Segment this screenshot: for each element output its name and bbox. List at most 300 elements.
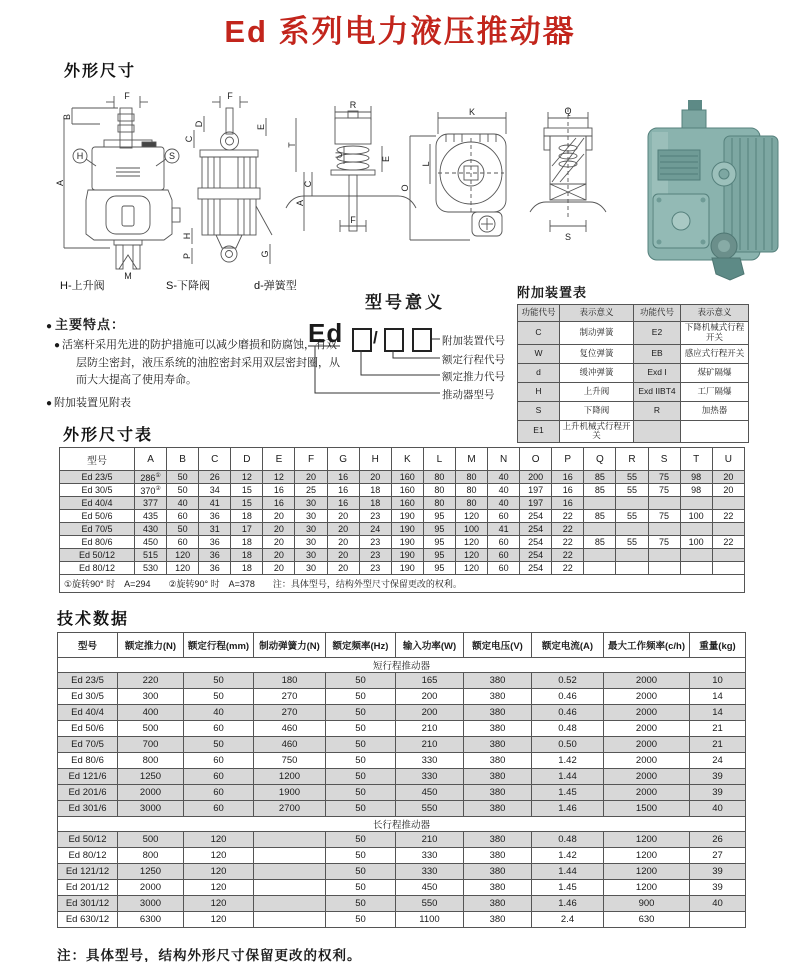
tech-value-cell [254,848,326,864]
function-code-cell: W [518,344,560,363]
tech-value-cell: 380 [464,912,532,928]
tech-value-cell: 1100 [396,912,464,928]
tech-value-cell: 1250 [118,769,184,785]
dimension-value-cell: 160 [391,471,423,484]
tech-value-cell: 0.50 [532,737,604,753]
model-cell: Ed 630/12 [58,912,118,928]
tech-value-cell: 60 [184,721,254,737]
model-cell: Ed 301/6 [58,801,118,817]
tech-value-cell: 40 [184,705,254,721]
tech-value-cell: 165 [396,673,464,689]
dimension-value-cell: 22 [552,510,584,523]
page-title: Ed 系列电力液压推动器 [224,14,576,49]
dims-header-row [60,448,745,471]
dims-header-cell: A [135,448,167,471]
tech-value-cell: 380 [464,737,532,753]
dimension-drawings [30,88,630,293]
dimension-value-cell [680,549,712,562]
dimension-value-cell: 254 [520,549,552,562]
bullet-icon: ● [46,397,53,409]
dimension-value-cell: 15 [231,497,263,510]
dimension-value-cell: 36 [199,549,231,562]
dimension-value-cell: 80 [423,471,455,484]
tech-value-cell: 24 [690,753,746,769]
dimension-value-cell: 120 [455,536,487,549]
model-cell: Ed 50/12 [60,549,135,562]
dimension-value-cell: 190 [391,536,423,549]
dimension-value-cell: 30 [295,497,327,510]
tech-value-cell [690,912,746,928]
model-meaning-item: 额定推力代号 [442,371,505,383]
model-meaning-heading: 型号意义 [365,293,445,312]
tech-header-cell: 重量(kg) [690,633,746,658]
meaning-cell: 加热器 [681,401,749,420]
accessory-table-title: 附加装置表 [517,285,588,300]
dimension-value-cell: 120 [167,549,199,562]
tech-value-cell: 27 [690,848,746,864]
tech-value-cell: 120 [184,832,254,848]
dimension-value-cell [616,549,648,562]
dimension-value-cell: 120 [455,549,487,562]
tech-value-cell: 380 [464,848,532,864]
dimension-value-cell: 120 [455,562,487,575]
dim-label: L [421,161,431,167]
tech-value-cell: 50 [326,801,396,817]
dimension-value-cell: 95 [423,536,455,549]
dimension-value-cell: 80 [423,484,455,497]
accessory-header-cell: 表示意义 [560,305,634,322]
dims-header-cell: 型号 [60,448,135,471]
dim-label: O [400,184,410,192]
dimension-value-cell: 430 [135,523,167,536]
tech-value-cell: 380 [464,705,532,721]
tech-value-cell: 50 [326,737,396,753]
tech-value-cell: 460 [254,737,326,753]
tech-value-cell: 50 [326,848,396,864]
tech-row [58,785,746,801]
dims-header-cell: O [520,448,552,471]
dimension-value-cell: 20 [327,549,359,562]
dim-label: T [287,142,297,148]
function-code-cell: Exd I [634,363,681,382]
tech-value-cell: 26 [690,832,746,848]
dim-label: C [184,135,194,143]
tech-value-cell: 60 [184,801,254,817]
accessory-row [518,322,749,345]
dim-label: F [124,91,130,101]
dimension-value-cell: 100 [680,510,712,523]
dimension-value-cell [648,549,680,562]
tech-value-cell: 14 [690,705,746,721]
dimension-value-cell: 12 [231,471,263,484]
bullet-icon: ● [54,340,61,351]
tech-value-cell: 380 [464,896,532,912]
tech-value-cell: 1200 [604,848,690,864]
tech-value-cell: 1.46 [532,896,604,912]
model-cell: Ed 23/5 [58,673,118,689]
tech-value-cell: 330 [396,769,464,785]
dims-table-block [59,447,745,593]
tech-value-cell: 1.42 [532,753,604,769]
accessory-row [518,363,749,382]
tech-value-cell [254,832,326,848]
dim-label: B [62,113,72,121]
dimension-value-cell: 20 [263,510,295,523]
dimension-value-cell: 20 [359,471,391,484]
tech-section-row [58,658,746,673]
accessory-row [518,382,749,401]
meaning-cell: 复位弹簧 [560,344,634,363]
tech-row [58,848,746,864]
dimension-value-cell: 20 [712,471,744,484]
tech-value-cell: 2000 [604,737,690,753]
dimension-value-cell: 80 [423,497,455,510]
function-code-cell: H [518,382,560,401]
dims-header-cell: S [648,448,680,471]
model-cell: Ed 70/5 [58,737,118,753]
accessory-row [518,420,749,443]
dimension-value-cell: 16 [327,484,359,497]
model-cell: Ed 201/12 [58,880,118,896]
model-meaning-block [300,288,515,403]
tech-row [58,705,746,721]
dimension-value-cell: 160 [391,484,423,497]
dimension-value-cell: 197 [520,484,552,497]
tech-value-cell: 450 [396,785,464,801]
dimension-value-cell: 23 [359,562,391,575]
dimension-value-cell: 18 [359,497,391,510]
dimension-value-cell: 12 [263,471,295,484]
accessory-header-cell: 功能代号 [518,305,560,322]
dimension-value-cell: 50 [167,484,199,497]
dims-header-cell: E [263,448,295,471]
dims-header-cell: P [552,448,584,471]
dimension-value-cell: 95 [423,549,455,562]
tech-value-cell: 270 [254,705,326,721]
dimension-value-cell: 22 [712,536,744,549]
dim-label: A [295,199,305,207]
tech-value-cell: 50 [326,832,396,848]
dimension-value-cell: 60 [167,536,199,549]
dims-row [60,562,745,575]
tech-value-cell: 500 [118,721,184,737]
dims-header-cell: T [680,448,712,471]
dimension-value-cell: 16 [263,497,295,510]
dimension-value-cell: 75 [648,510,680,523]
dimension-value-cell: 24 [359,523,391,536]
tech-header-cell: 输入功率(W) [396,633,464,658]
tech-value-cell: 39 [690,785,746,801]
tech-value-cell: 50 [326,880,396,896]
dim-label: D [194,120,204,128]
model-cell: Ed 40/4 [58,705,118,721]
dimension-value-cell: 80 [455,497,487,510]
dim-label: R [349,100,357,110]
dim-label: H [76,151,84,161]
tech-header-cell: 额定电压(V) [464,633,532,658]
tech-section-label: 短行程推动器 [58,658,746,673]
model-meaning-item: 附加装置代号 [442,335,505,347]
tech-value-cell: 60 [184,785,254,801]
tech-value-cell: 800 [118,848,184,864]
tech-value-cell: 50 [326,753,396,769]
model-cell: Ed 40/4 [60,497,135,510]
tech-row [58,689,746,705]
tech-value-cell: 40 [690,801,746,817]
dimension-value-cell [584,523,616,536]
dim-label: S [168,151,176,161]
dimension-value-cell: 23 [359,549,391,562]
dims-header-cell: Q [584,448,616,471]
tech-value-cell: 200 [396,705,464,721]
dimension-value-cell: 100 [680,536,712,549]
dimension-value-cell: 22 [552,562,584,575]
tech-value-cell [254,912,326,928]
dimension-value-cell: 23 [359,510,391,523]
tech-value-cell: 550 [396,801,464,817]
dimension-value-cell: 25 [295,484,327,497]
dimension-value-cell: 36 [199,562,231,575]
tech-value-cell: 380 [464,769,532,785]
tech-value-cell: 750 [254,753,326,769]
dims-header-cell: D [231,448,263,471]
tech-row [58,673,746,689]
dims-header-cell: H [359,448,391,471]
tech-value-cell: 10 [690,673,746,689]
dimension-value-cell [680,523,712,536]
accessory-table-block [517,282,749,443]
tech-value-cell: 380 [464,689,532,705]
dimension-value-cell: 40 [488,471,520,484]
model-cell: Ed 80/12 [60,562,135,575]
tech-value-cell: 180 [254,673,326,689]
function-code-cell [634,420,681,443]
tech-value-cell: 2.4 [532,912,604,928]
tech-row [58,737,746,753]
tech-value-cell: 50 [326,673,396,689]
tech-header-cell: 额定电流(A) [532,633,604,658]
dimension-value-cell: 85 [584,536,616,549]
model-cell: Ed 70/5 [60,523,135,536]
dimension-value-cell: 95 [423,510,455,523]
model-code-separator: / [373,328,378,347]
tech-value-cell: 120 [184,848,254,864]
dimension-value-cell: 20 [327,562,359,575]
dimension-value-cell: 98 [680,484,712,497]
dimension-value-cell: 85 [584,510,616,523]
tech-value-cell: 1250 [118,864,184,880]
dimension-value-cell: 515 [135,549,167,562]
tech-value-cell: 39 [690,880,746,896]
tech-value-cell: 1200 [254,769,326,785]
tech-value-cell: 3000 [118,801,184,817]
tech-value-cell: 500 [118,832,184,848]
dim-label: M [124,271,132,281]
tech-value-cell: 2000 [604,721,690,737]
tech-value-cell: 50 [326,785,396,801]
tech-row [58,801,746,817]
tech-value-cell [254,880,326,896]
dimension-value-cell [680,497,712,510]
accessory-table [517,304,749,443]
meaning-cell [681,420,749,443]
tech-value-cell: 1200 [604,832,690,848]
model-cell: Ed 50/6 [58,721,118,737]
tech-value-cell: 50 [326,721,396,737]
dimension-value-cell: 30 [295,536,327,549]
accessory-header-cell: 表示意义 [681,305,749,322]
dimension-value-cell: 22 [552,536,584,549]
model-cell: Ed 121/6 [58,769,118,785]
features-heading-text: 主要特点： [55,317,126,332]
dims-header-cell: U [712,448,744,471]
tech-value-cell: 0.48 [532,721,604,737]
dimension-value-cell: 55 [616,471,648,484]
tech-row [58,769,746,785]
dimension-value-cell: 95 [423,562,455,575]
tech-header-cell: 最大工作频率(c/h) [604,633,690,658]
dims-header-cell: R [616,448,648,471]
function-code-cell: R [634,401,681,420]
dimension-value-cell: 40 [488,484,520,497]
dimension-value-cell: 20 [712,484,744,497]
dimension-value-cell: 16 [263,484,295,497]
tech-value-cell: 2000 [604,769,690,785]
dimension-value-cell: 22 [552,523,584,536]
tech-value-cell: 400 [118,705,184,721]
tech-value-cell: 300 [118,689,184,705]
dimension-value-cell: 80 [455,471,487,484]
dimension-value-cell: 286① [135,471,167,484]
dim-label: K [468,107,476,117]
tech-value-cell: 1900 [254,785,326,801]
tech-row [58,864,746,880]
dimension-value-cell [584,562,616,575]
dimension-value-cell [648,497,680,510]
dimension-value-cell [712,549,744,562]
meaning-cell: 煤矿隔爆 [681,363,749,382]
meaning-cell: 制动弹簧 [560,322,634,345]
dimension-value-cell [680,562,712,575]
tech-value-cell: 120 [184,912,254,928]
function-code-cell: d [518,363,560,382]
tech-value-cell: 800 [118,753,184,769]
dimension-value-cell: 50 [167,523,199,536]
dimension-value-cell: 16 [552,471,584,484]
model-prefix: Ed [308,318,344,348]
dimension-value-cell: 20 [327,523,359,536]
dim-label: C [303,180,313,188]
tech-value-cell: 60 [184,753,254,769]
function-code-cell: C [518,322,560,345]
model-meaning-item: 额定行程代号 [442,354,505,366]
tech-row [58,896,746,912]
tech-value-cell: 200 [396,689,464,705]
meaning-cell: 下降机械式行程开关 [681,322,749,345]
tech-value-cell: 50 [326,864,396,880]
dimension-value-cell: 370② [135,484,167,497]
tech-value-cell: 0.46 [532,705,604,721]
tech-value-cell: 120 [184,864,254,880]
tech-value-cell: 900 [604,896,690,912]
tech-value-cell: 1.46 [532,801,604,817]
tech-value-cell: 2000 [604,785,690,801]
model-cell: Ed 301/12 [58,896,118,912]
model-cell: Ed 201/6 [58,785,118,801]
dims-row [60,471,745,484]
dimension-value-cell: 80 [455,484,487,497]
tech-value-cell: 120 [184,896,254,912]
model-cell: Ed 30/5 [60,484,135,497]
dimension-value-cell: 16 [327,471,359,484]
tech-section-label: 长行程推动器 [58,817,746,832]
tech-value-cell: 39 [690,769,746,785]
dimension-value-cell: 16 [552,497,584,510]
tech-value-cell: 50 [184,737,254,753]
tech-value-cell: 1200 [604,880,690,896]
tech-value-cell: 50 [326,912,396,928]
tech-value-cell: 3000 [118,896,184,912]
dimension-value-cell: 160 [391,497,423,510]
dimension-value-cell: 50 [167,471,199,484]
dimension-value-cell: 55 [616,536,648,549]
tech-value-cell: 1.44 [532,769,604,785]
accessory-header-cell: 功能代号 [634,305,681,322]
accessory-row [518,401,749,420]
dimension-value-cell: 20 [263,523,295,536]
tech-value-cell: 0.48 [532,832,604,848]
meaning-cell: 下降阀 [560,401,634,420]
dimension-value-cell: 100 [455,523,487,536]
meaning-cell: 上升机械式行程开关 [560,420,634,443]
tech-value-cell: 380 [464,673,532,689]
tech-value-cell: 0.46 [532,689,604,705]
tech-value-cell: 380 [464,801,532,817]
dim-label: G [260,250,270,258]
tech-value-cell: 380 [464,832,532,848]
dimension-value-cell: 254 [520,536,552,549]
dimension-value-cell: 41 [488,523,520,536]
feature-item-text: 附加装置见附表 [54,396,132,409]
bullet-icon: ● [46,321,54,332]
tech-row [58,880,746,896]
figure-caption-rise-valve: H-上升阀 [60,280,105,292]
tech-row [58,912,746,928]
tech-value-cell: 210 [396,737,464,753]
tech-value-cell: 2700 [254,801,326,817]
dim-label: E [256,123,266,131]
tech-header-row [58,633,746,658]
dimension-value-cell: 36 [199,510,231,523]
tech-value-cell: 330 [396,753,464,769]
tech-value-cell: 700 [118,737,184,753]
tech-value-cell: 380 [464,785,532,801]
dims-header-cell: C [199,448,231,471]
dim-label: Q [564,106,572,116]
dims-header-cell: G [327,448,359,471]
feature-item-text: 活塞杆采用先进的防护措施可以减少磨损和防腐蚀，有双层防尘密封，液压系统的油腔密封采用双层密封圈，从而大大提高了使用寿命。 [62,339,340,387]
dimension-value-cell: 95 [423,523,455,536]
dimension-value-cell: 20 [263,536,295,549]
dimension-value-cell [584,549,616,562]
dims-header-cell: N [488,448,520,471]
section-heading-tech-data: 技术数据 [57,611,130,628]
section-heading-outline-dimensions: 外形尺寸 [64,63,137,80]
dimension-value-cell: 18 [231,510,263,523]
dims-row [60,523,745,536]
dimension-value-cell: 30 [295,523,327,536]
dimension-value-cell: 26 [199,471,231,484]
